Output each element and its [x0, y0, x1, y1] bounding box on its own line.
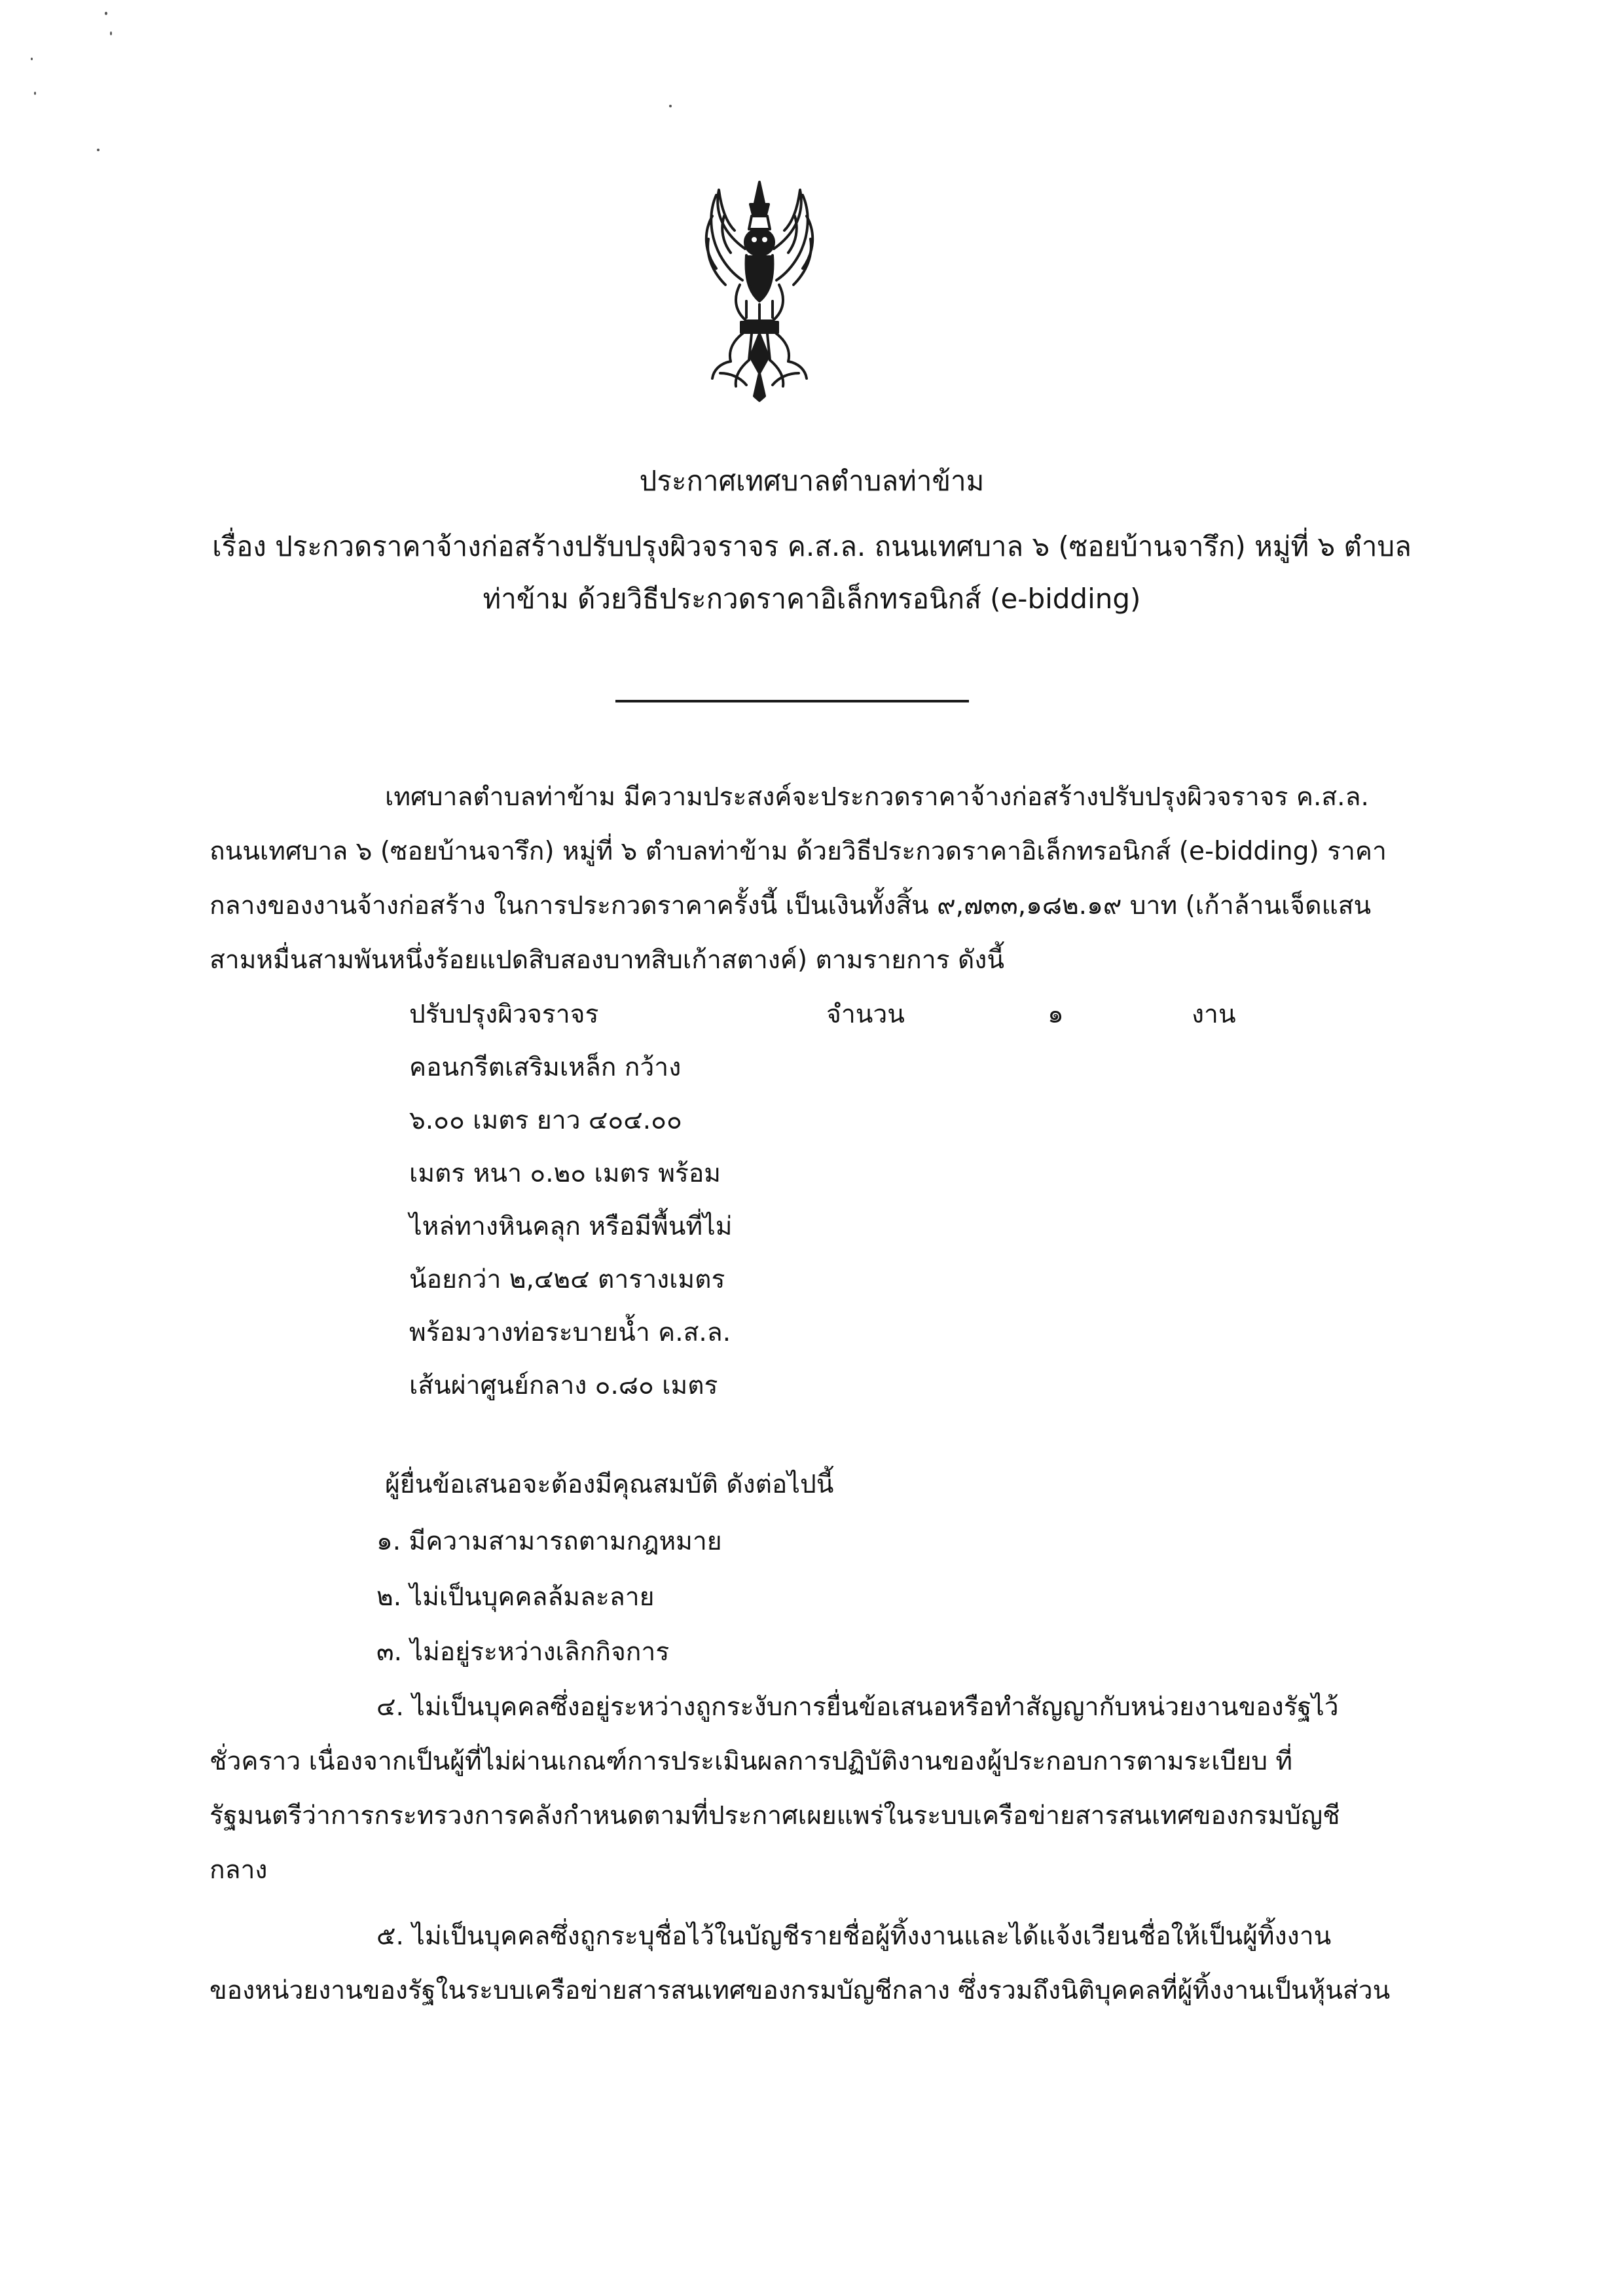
qualification-item-continued: ชั่วคราว เนื่องจากเป็นผู้ที่ไม่ผ่านเกณฑ์การประเมินผลการปฏิบัติงานของผู้ประกอบการตามระเบียบ ที่ [210, 1747, 1293, 1776]
qualification-item-continued: กลาง [210, 1855, 268, 1885]
item-description-line: ไหล่ทางหินคลุก หรือมีพื้นที่ไม่ [409, 1212, 733, 1241]
qualification-item: ๑. มีความสามารถตามกฎหมาย [376, 1527, 722, 1556]
scan-speck [97, 149, 100, 151]
intro-line: ถนนเทศบาล ๖ (ซอยบ้านจารึก) หมู่ที่ ๖ ตำบลท่าข้าม ด้วยวิธีประกวดราคาอิเล็กทรอนิกส์ (e-bidding) ราคา [210, 837, 1387, 866]
announcement-subject-line-2: ท่าข้าม ด้วยวิธีประกวดราคาอิเล็กทรอนิกส์ (e-bidding) [483, 583, 1141, 615]
item-description-line: คอนกรีตเสริมเหล็ก กว้าง [409, 1053, 682, 1082]
qualification-item-continued: รัฐมนตรีว่าการกระทรวงการคลังกำหนดตามที่ประกาศเผยแพร่ในระบบเครือข่ายสารสนเทศของกรมบัญชี [210, 1801, 1340, 1831]
announcement-subject-line-1: เรื่อง ประกวดราคาจ้างก่อสร้างปรับปรุงผิวจราจร ค.ส.ล. ถนนเทศบาล ๖ (ซอยบ้านจารึก) หมู่ที่ ๖ ตำบล [212, 530, 1412, 562]
intro-line: กลางของงานจ้างก่อสร้าง ในการประกวดราคาครั้งนี้ เป็นเงินทั้งสิ้น ๙,๗๓๓,๑๘๒.๑๙ บาท (เก้าล้านเจ็ดแสน [210, 891, 1372, 920]
qualification-item-continued: ของหน่วยงานของรัฐในระบบเครือข่ายสารสนเทศของกรมบัญชีกลาง ซึ่งรวมถึงนิติบุคคลที่ผู้ทิ้งงานเป็นหุ้นส่วน [210, 1976, 1391, 2005]
item-description-line: พร้อมวางท่อระบายน้ำ ค.ส.ล. [409, 1318, 731, 1347]
scan-speck [31, 58, 33, 60]
intro-line: สามหมื่นสามพันหนึ่งร้อยแปดสิบสองบาทสิบเก้าสตางค์) ตามรายการ ดังนี้ [210, 945, 1005, 975]
heading-divider [615, 700, 969, 702]
announcement-title: ประกาศเทศบาลตำบลท่าข้าม [639, 465, 985, 497]
scan-speck [105, 12, 107, 15]
item-quantity-value: ๑ [1048, 1000, 1064, 1029]
qualification-item: ๒. ไม่เป็นบุคคลล้มละลาย [376, 1582, 655, 1612]
garuda-emblem-icon [694, 177, 825, 403]
item-description-line: น้อยกว่า ๒,๔๒๔ ตารางเมตร [409, 1265, 725, 1294]
item-quantity-unit: งาน [1192, 1000, 1236, 1029]
item-quantity-label: จำนวน [826, 1000, 905, 1029]
item-description-line: ปรับปรุงผิวจราจร [409, 1000, 599, 1029]
qualification-item: ๕. ไม่เป็นบุคคลซึ่งถูกระบุชื่อไว้ในบัญชีรายชื่อผู้ทิ้งงานและได้แจ้งเวียนชื่อให้เป็นผู้ทิ้งงาน [376, 1922, 1332, 1951]
scan-speck [110, 31, 112, 35]
scan-speck [34, 92, 36, 95]
intro-line: เทศบาลตำบลท่าข้าม มีความประสงค์จะประกวดราคาจ้างก่อสร้างปรับปรุงผิวจราจร ค.ส.ล. [385, 782, 1369, 812]
item-description-line: เมตร หนา ๐.๒๐ เมตร พร้อม [409, 1159, 721, 1188]
item-description-line: ๖.๐๐ เมตร ยาว ๔๐๔.๐๐ [409, 1106, 682, 1135]
item-description-line: เส้นผ่าศูนย์กลาง ๐.๘๐ เมตร [409, 1371, 718, 1400]
qualification-item: ๔. ไม่เป็นบุคคลซึ่งอยู่ระหว่างถูกระงับการยื่นข้อเสนอหรือทำสัญญากับหน่วยงานของรัฐไว้ [376, 1692, 1339, 1722]
qualifications-title: ผู้ยื่นข้อเสนอจะต้องมีคุณสมบัติ ดังต่อไปนี้ [385, 1470, 834, 1499]
scan-speck [669, 105, 672, 107]
qualification-item: ๓. ไม่อยู่ระหว่างเลิกกิจการ [376, 1637, 670, 1667]
